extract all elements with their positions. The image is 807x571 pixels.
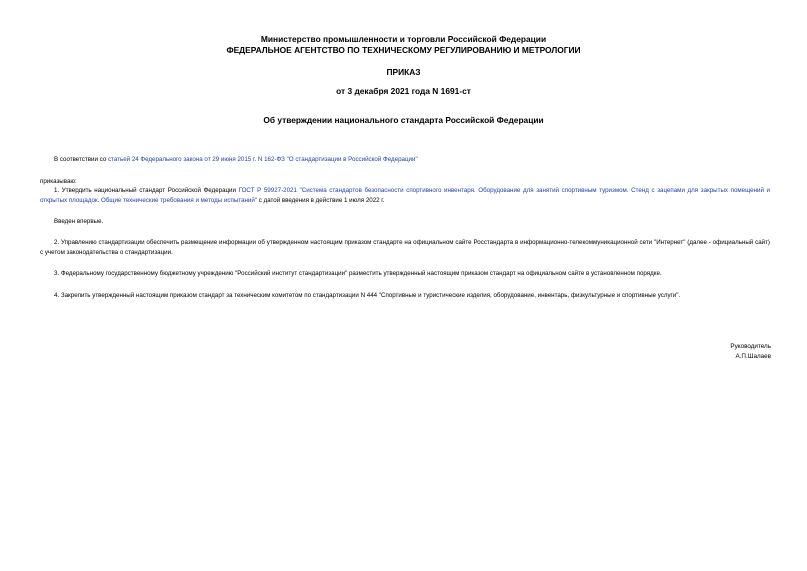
item-1-suffix: с датой введения в действие 1 июля 2022 г. [257,196,385,204]
federal-law-link[interactable]: статьей 24 Федерального закона от 29 июня 2015 г. N 162-ФЗ "О стандартизации в Российской Федерации" [107,156,418,163]
agency-title: ФЕДЕРАЛЬНОЕ АГЕНТСТВО ПО ТЕХНИЧЕСКОМУ РЕГУЛИРОВАНИЮ И МЕТРОЛОГИИ [226,45,581,55]
preamble-paragraph [40,155,770,165]
gost-standard-link[interactable]: ГОСТ Р 59927-2021 "Система стандартов безопасности спортивного инвентаря. Оборудование для занятий спортивным туризмом. Стенд с зацепами для закрытых помещений и открытых площадок. Общие технические требования и методы испытаний" [40,187,770,204]
signature-name: А.П.Шалаев [735,353,771,360]
order-word: приказываю: [40,178,77,185]
preamble-prefix: В соответствии со [54,156,108,163]
document-type: ПРИКАЗ [386,67,421,77]
item-1-prefix: 1. Утвердить национальный стандарт Российской Федерации [54,187,239,194]
introduced-note: Введен впервые. [54,218,104,225]
ministry-title: Министерство промышленности и торговли Российской Федерации [260,34,547,44]
item-1-paragraph [40,186,770,205]
item-3-paragraph: 3. Федеральному государственному бюджетному учреждению "Российский институт стандартизации" разместить утвержденный настоящим приказом стандарт на официальном сайте в установленном порядке. [54,270,662,277]
item-2-paragraph: 2. Управлению стандартизации обеспечить размещение информации об утвержденном настоящим приказом стандарте на официальном сайте Росстандарта в информационно-телекоммуникационной сети "Интернет" (далее - официальный сайт) с учетом законодательства о стандартизации. [40,239,770,256]
signature-position: Руководитель [730,343,771,350]
document-date-number: от 3 декабря 2021 года N 1691-ст [336,86,471,96]
item-4-paragraph: 4. Закрепить утвержденный настоящим приказом стандарт за техническим комитетом по стандартизации N 444 "Спортивные и туристические изделия, оборудование, инвентарь, физкультурные и спортивные услуги". [54,292,681,299]
document-subject: Об утверждении национального стандарта Российской Федерации [263,115,544,125]
